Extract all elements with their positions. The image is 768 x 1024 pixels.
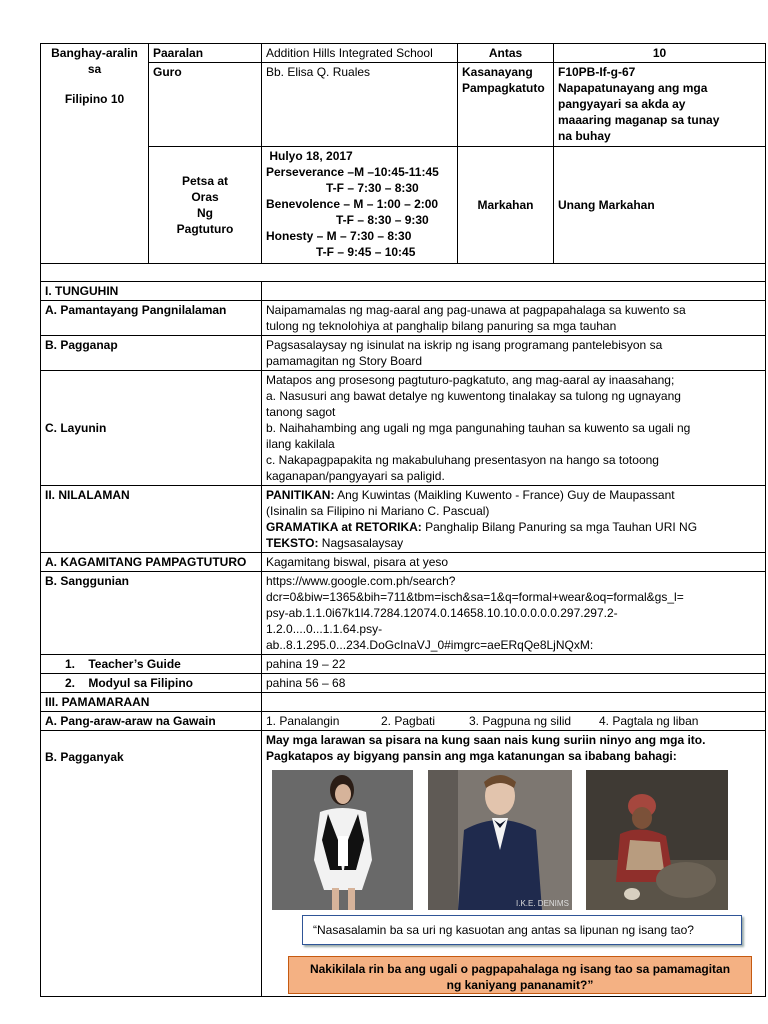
man-suit-photo [428,770,572,910]
spacer-row [41,264,766,282]
modyul-label [41,674,262,693]
teachers-guide-text: Teacher’s Guide [88,657,181,671]
gramatika-bold: GRAMATIKA at RETORIKA: [266,520,422,534]
teacher-label: Guro [149,63,262,147]
modyul-text: Modyul sa Filipino [88,676,194,690]
school-label: Paaralan [149,44,262,63]
teachers-guide-row [41,655,766,674]
sanggunian-url-line[interactable]: 1.2.0....0...1.1.64.psy- [266,622,383,636]
competency-line: F10PB-If-g-67 [558,65,636,79]
layunin-line: Matapos ang prosesong pagtuturo-pagkatuto, ang mag-aaral ay inaasahang; [266,373,675,387]
pamamaraan-label: III. PAMAMARAAN [41,693,262,712]
gawain-item: 1. Panalangin [266,714,340,728]
layunin-value [262,371,766,486]
sanggunian-url-line[interactable]: ab..8.1.295.0...234.DoGcInaVJ_0#imgrc=aeERqQe8LjNQxM: [266,638,594,652]
pamamaraan-value [262,693,766,712]
teachers-guide-number: 1. [64,657,75,671]
layunin-line: kaganapan/pangyayari sa paligid. [266,469,445,483]
grade-value: 10 [554,44,766,63]
gawain-item: 2. Pagbati [381,714,436,728]
tunguhin-label: I. TUNGUHIN [41,282,262,301]
schedule-line: T-F – 8:30 – 9:30 [266,213,429,227]
schedule-line: Benevolence – M – 1:00 – 2:00 [266,197,439,211]
layunin-row [41,371,766,486]
header-row-teacher [41,63,766,147]
schedule-line: T-F – 7:30 – 8:30 [266,181,419,195]
elderly-man-photo [586,770,728,910]
suit-watermark: I.K.E. DENIMS [516,899,569,908]
teksto-text: Nagsasalaysay [318,536,404,550]
grade-label: Antas [458,44,554,63]
sanggunian-url-line[interactable]: psy-ab.1.1.0i67k1l4.7284.12074.0.14658.10.10.0.0.0.0.297.297.2- [266,606,618,620]
pamantayang-line: Naipamamalas ng mag-aaral ang pag-unawa at pagpapahalaga sa kuwento sa [266,303,686,317]
competency-line: maaaring maganap sa tunay [558,113,720,127]
question-callout-2 [288,956,752,994]
competency-label-line2: Pampagkatuto [462,81,545,95]
modyul-number: 2. [64,676,75,690]
date-label-cell [149,147,262,264]
layunin-line: tanong sagot [266,405,336,419]
woman-dress-photo [272,770,413,910]
competency-label [458,63,554,147]
gawain-item: 4. Pagtala ng liban [599,714,699,728]
pagganap-line: Pagsasalaysay ng isinulat na iskrip ng isang programang pantelebisyon sa [266,338,663,352]
gawain-item: 3. Pagpuna ng silid [469,714,572,728]
pagganyak-value [262,731,766,997]
pamamaraan-row [41,693,766,712]
plan-title-line1: Banghay-aralin [51,46,138,60]
tunguhin-value [262,282,766,301]
pagganap-line: pamamagitan ng Story Board [266,354,423,368]
plan-title-line2: sa [87,62,102,76]
modyul-row [41,674,766,693]
kagamitan-label: A. KAGAMITANG PAMPAGTUTURO [41,553,262,572]
panitikan-line2: (Isinalin sa Filipino ni Mariano C. Pascual) [266,504,490,518]
panitikan-bold: PANITIKAN: [266,488,335,502]
layunin-line: b. Naihahambing ang ugali ng mga pangunahing tauhan sa kuwento sa ugali ng [266,421,691,435]
nilalaman-row [41,486,766,553]
pamantayang-line: tulong ng teknolohiya at panghalip bilang panuring sa mga tauhan [266,319,617,333]
pagganap-label: B. Pagganap [41,336,262,371]
layunin-line: c. Nakapagpapakita ng makabuluhang presentasyon na hango sa totoong [266,453,659,467]
teachers-guide-label [41,655,262,674]
pagganap-value [262,336,766,371]
gawain-label: A. Pang-araw-araw na Gawain [41,712,262,731]
date-label-line: Oras [191,190,219,204]
school-value: Addition Hills Integrated School [262,44,458,63]
question-callout-1: “Nasasalamin ba sa uri ng kasuotan ang antas sa lipunan ng isang tao? [302,915,742,945]
date-label-line: Pagtuturo [176,222,234,236]
quarter-label: Markahan [458,147,554,264]
nilalaman-value [262,486,766,553]
schedule-line: Perseverance –M –10:45-11:45 [266,165,439,179]
teksto-line [266,535,761,551]
pamantayang-value [262,301,766,336]
competency-line: na buhay [558,129,611,143]
nilalaman-label: II. NILALAMAN [41,486,262,553]
kagamitan-value: Kagamitang biswal, pisara at yeso [262,553,766,572]
sanggunian-row [41,572,766,655]
header-row-schedule [41,147,766,264]
competency-label-line1: Kasanayang [462,65,533,79]
pagganap-row [41,336,766,371]
date-label-line: Ng [197,206,213,220]
layunin-line: ilang kakilala [266,437,335,451]
gramatika-text: Panghalip Bilang Panuring sa mga Tauhan URI NG [421,520,698,534]
question2-line1: Nakikilala rin ba ang ugali o pagpapahalaga ng isang tao sa pamamagitan [309,962,731,976]
date-label-line: Petsa at [181,174,229,188]
teachers-guide-value: pahina 19 – 22 [262,655,766,674]
header-row-school [41,44,766,63]
question2-line2: ng kaniyang pananamit?” [446,978,594,992]
tunguhin-row [41,282,766,301]
lesson-plan-table [40,43,766,997]
schedule-line: T-F – 9:45 – 10:45 [266,245,416,259]
pagganyak-label: B. Pagganyak [41,731,262,997]
pagganyak-line: Pagkatapos ay bigyang pansin ang mga katanungan sa ibabang bahagi: [266,749,677,763]
lesson-plan-page [40,43,765,997]
quarter-value: Unang Markahan [554,147,766,264]
competency-line: Napapatunayang ang mga [558,81,708,95]
schedule-line: Honesty – M – 7:30 – 8:30 [266,229,412,243]
sanggunian-url-line[interactable]: dcr=0&biw=1365&bih=711&tbm=isch&sa=1&q=formal+wear&oq=formal&gs_l= [266,590,684,604]
pagganyak-line: May mga larawan sa pisara na kung saan nais kung suriin ninyo ang mga ito. [266,733,706,747]
pamantayang-row [41,301,766,336]
layunin-label: C. Layunin [41,371,262,486]
teksto-bold: TEKSTO: [266,536,319,550]
gawain-row [41,712,766,731]
spacer-cell [41,264,766,282]
panitikan-text: Ang Kuwintas (Maikling Kuwento - France) Guy de Maupassant [334,488,675,502]
pagganyak-pictures [266,770,761,995]
pamantayang-label: A. Pamantayang Pangnilalaman [41,301,262,336]
gramatika-line [266,519,761,535]
sanggunian-value[interactable] [262,572,766,655]
competency-value [554,63,766,147]
plan-title-cell [41,44,149,264]
schedule-line: Hulyo 18, 2017 [266,149,353,163]
sanggunian-label: B. Sanggunian [41,572,262,655]
modyul-value: pahina 56 – 68 [262,674,766,693]
schedule-cell [262,147,458,264]
kagamitan-row [41,553,766,572]
plan-title-line3: Filipino 10 [64,92,125,106]
panitikan-line [266,487,761,503]
teacher-value: Bb. Elisa Q. Ruales [262,63,458,147]
sanggunian-url-line[interactable]: https://www.google.com.ph/search? [266,574,456,588]
layunin-line: a. Nasusuri ang bawat detalye ng kuwentong tinalakay sa tulong ng ugnayang [266,389,681,403]
gawain-value [262,712,766,731]
competency-line: pangyayari sa akda ay [558,97,686,111]
pagganyak-row [41,731,766,997]
